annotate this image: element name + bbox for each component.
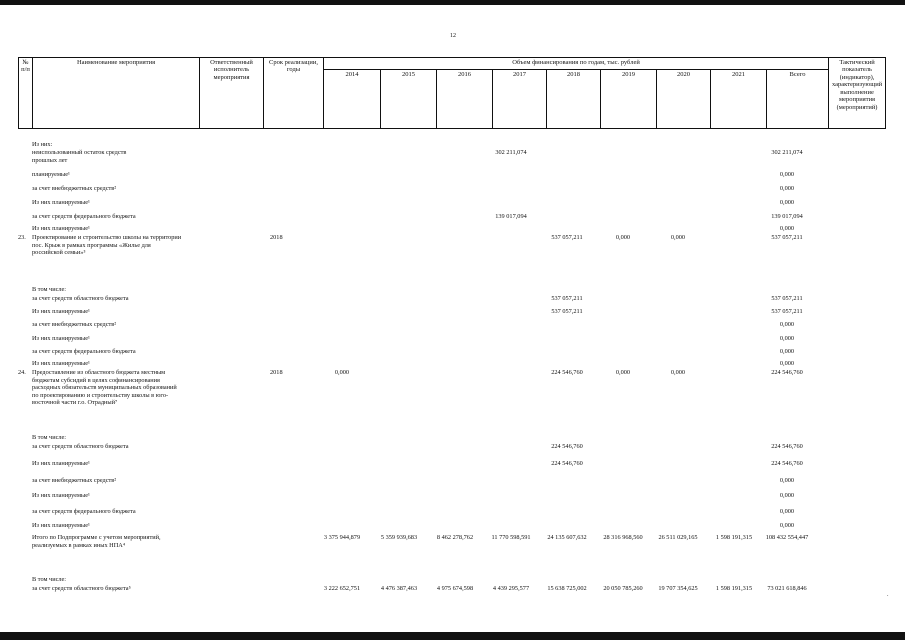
top-border: [0, 0, 905, 5]
row-year-value: 5 359 939,683: [380, 534, 418, 541]
header-year: 2018: [547, 70, 601, 129]
row-label: за счет средств областного бюджета: [32, 295, 129, 302]
row-year-value: 302 211,074: [495, 149, 527, 156]
row-label: Итого по Подпрограмме с учетом мероприятий, реализуемых в рамках иных НПА⁴: [32, 534, 161, 549]
header-year: 2016: [437, 70, 493, 129]
row-year-value: 8 462 278,762: [436, 534, 474, 541]
header-year: 2017: [493, 70, 547, 129]
row-year-value: 3 375 944,879: [323, 534, 361, 541]
row-year-value: 11 770 598,591: [491, 534, 531, 541]
row-year-value: 4 476 387,463: [380, 585, 418, 592]
row-label: за счет внебюджетных средств²: [32, 477, 117, 484]
row-total-value: 108 432 554,447: [765, 534, 809, 541]
row-label: Из них планируемые¹: [32, 308, 90, 315]
row-label: за счет средств федерального бюджета: [32, 348, 136, 355]
row-total-value: 139 017,094: [771, 213, 803, 220]
row-total-value: 0,000: [779, 171, 795, 178]
row-year-value: 4 975 674,598: [436, 585, 474, 592]
row-year-value: 24 135 607,632: [547, 534, 587, 541]
row-total-value: 0,000: [779, 348, 795, 355]
row-total-value: 224 546,760: [771, 443, 803, 450]
row-term: 2018: [270, 369, 283, 376]
row-label: за счет средств областного бюджета: [32, 443, 129, 450]
header-total: Всего: [767, 70, 829, 129]
row-year-value: 537 057,211: [551, 308, 583, 315]
row-year-value: 537 057,211: [551, 295, 583, 302]
row-year-value: 224 546,760: [551, 369, 583, 376]
page-number: 12: [450, 33, 456, 39]
row-year-value: 20 050 785,260: [603, 585, 643, 592]
row-number: 24.: [18, 369, 26, 376]
row-label: неиспользованный остаток средств: [32, 149, 127, 156]
row-label: Из них планируемые¹: [32, 360, 90, 367]
row-total-value: 0,000: [779, 477, 795, 484]
row-label: за счет средств областного бюджета⁵: [32, 585, 131, 592]
row-label: Из них планируемые¹: [32, 335, 90, 342]
row-year-value: 0,000: [670, 369, 686, 376]
row-total-value: 224 546,760: [771, 460, 803, 467]
header-year: 2020: [657, 70, 711, 129]
row-label: В том числе:: [32, 434, 67, 441]
row-year-value: 0,000: [334, 369, 350, 376]
row-year-value: 224 546,760: [551, 443, 583, 450]
row-label: Из них планируемые¹: [32, 522, 90, 529]
row-year-value: 139 017,094: [495, 213, 527, 220]
row-label: Из них планируемые¹: [32, 199, 90, 206]
row-label: Из них:: [32, 141, 53, 148]
header-year: 2014: [324, 70, 381, 129]
row-year-value: 1 598 191,315: [715, 585, 753, 592]
row-label: В том числе:: [32, 286, 67, 293]
row-total-value: 537 057,211: [771, 295, 803, 302]
row-total-value: 537 057,211: [771, 234, 803, 241]
bottom-mark: .: [887, 592, 889, 598]
row-label: за счет средств федерального бюджета: [32, 508, 136, 515]
row-label: Из них планируемые¹: [32, 492, 90, 499]
row-total-value: 0,000: [779, 199, 795, 206]
row-year-value: 19 707 354,625: [658, 585, 698, 592]
row-year-value: 28 316 968,560: [603, 534, 643, 541]
row-total-value: 224 546,760: [771, 369, 803, 376]
header-indicator: Тактический показатель (индикатор), характеризующий выполнение мероприятия (мероприятий): [829, 58, 886, 129]
row-year-value: 15 638 725,002: [547, 585, 587, 592]
row-year-value: 224 546,760: [551, 460, 583, 467]
row-total-value: 0,000: [779, 321, 795, 328]
row-total-value: 0,000: [779, 185, 795, 192]
row-label: В том числе:: [32, 576, 67, 583]
row-total-value: 0,000: [779, 492, 795, 499]
row-label: за счет средств федерального бюджета: [32, 213, 136, 220]
row-year-value: 0,000: [615, 234, 631, 241]
row-total-value: 0,000: [779, 360, 795, 367]
row-total-value: 537 057,211: [771, 308, 803, 315]
row-total-value: 0,000: [779, 335, 795, 342]
row-label: за счет внебюджетных средств²: [32, 321, 117, 328]
row-year-value: 26 511 029,165: [658, 534, 698, 541]
header-table: [18, 57, 886, 129]
row-year-value: 1 598 191,315: [715, 534, 753, 541]
row-year-value: 4 439 295,577: [492, 585, 530, 592]
row-number: 23.: [18, 234, 26, 241]
row-year-value: 0,000: [615, 369, 631, 376]
row-total-value: 0,000: [779, 225, 795, 232]
row-year-value: 3 222 652,751: [323, 585, 361, 592]
header-financing: Объем финансирования по годам, тыс. рублей: [324, 58, 829, 70]
row-label: за счет внебюджетных средств²: [32, 185, 117, 192]
row-total-value: 73 021 618,846: [767, 585, 807, 592]
bottom-border: [0, 632, 905, 640]
header-executor: Ответственный исполнитель мероприятия: [200, 58, 264, 129]
row-label: Из них планируемые¹: [32, 460, 90, 467]
row-label: планируемые¹: [32, 171, 70, 178]
row-total-value: 0,000: [779, 508, 795, 515]
row-label: прошлых лет: [32, 157, 68, 164]
header-term: Срок реализации, годы: [264, 58, 324, 129]
row-label: Предоставление из областного бюджета местным бюджетам субсидий в целях софинансирования расходных обязательств муниципальных образований по проектированию и строительству школы в юго-восточной части г.о. Отрадный⁷: [32, 369, 177, 406]
header-year: 2019: [601, 70, 657, 129]
header-year: 2021: [711, 70, 767, 129]
row-total-value: 302 211,074: [771, 149, 803, 156]
row-label: Из них планируемые¹: [32, 225, 90, 232]
header-name: Наименование мероприятия: [33, 58, 200, 129]
row-year-value: 0,000: [670, 234, 686, 241]
header-year: 2015: [381, 70, 437, 129]
row-total-value: 0,000: [779, 522, 795, 529]
row-term: 2018: [270, 234, 283, 241]
row-year-value: 537 057,211: [551, 234, 583, 241]
header-num: № п/п: [19, 58, 33, 129]
row-label: Проектирование и строительство школы на территории пос. Крыж в рамках программы «Жилье для российской семьи»³: [32, 234, 182, 256]
